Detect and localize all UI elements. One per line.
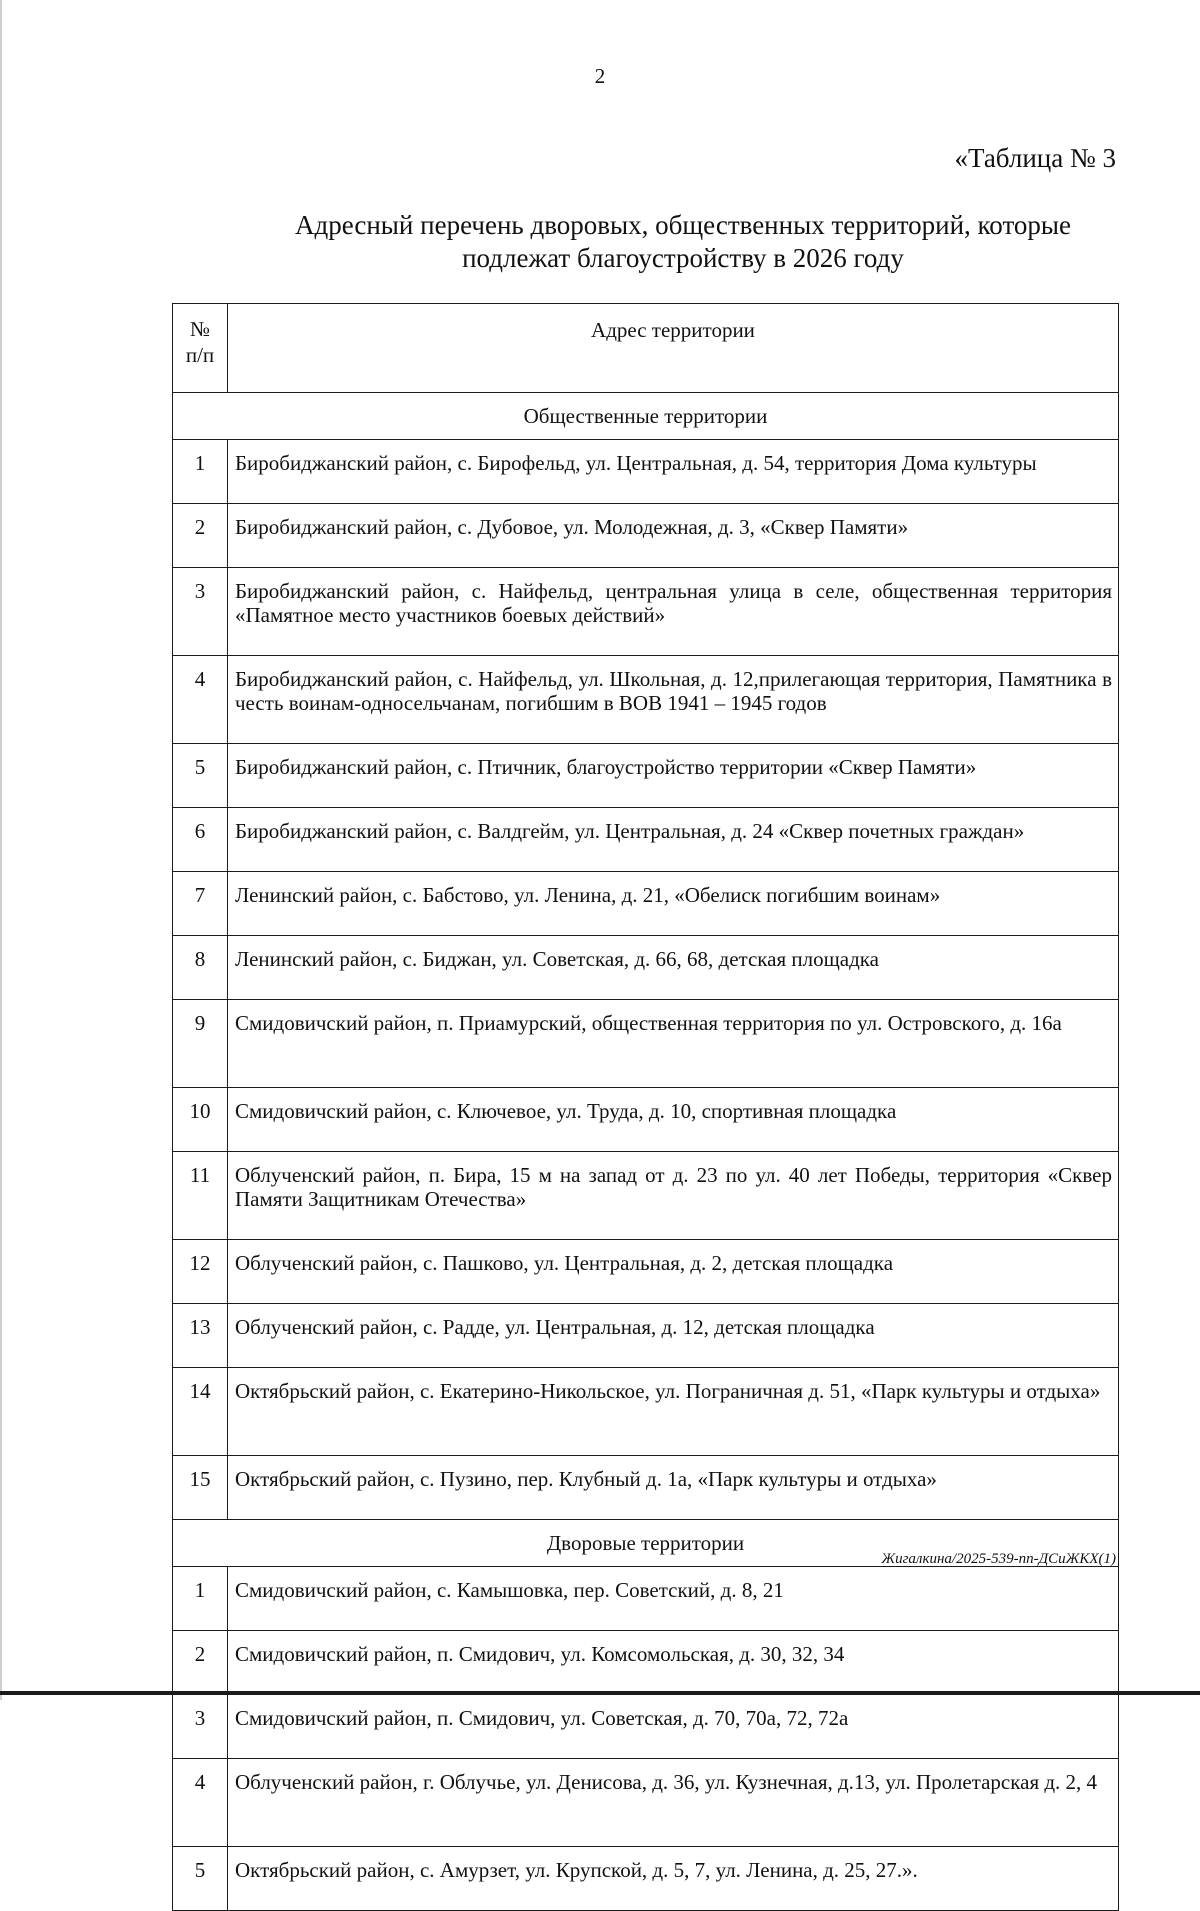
row-address: Октябрьский район, с. Екатерино-Никольское, ул. Пограничная д. 51, «Парк культуры и отдыха» [228, 1368, 1119, 1456]
row-number: 9 [173, 1000, 228, 1088]
row-address: Биробиджанский район, с. Дубовое, ул. Молодежная, д. 3, «Сквер Памяти» [228, 504, 1119, 568]
row-number: 4 [173, 1759, 228, 1847]
row-address: Биробиджанский район, с. Птичник, благоустройство территории «Сквер Памяти» [228, 744, 1119, 808]
row-address: Смидовичский район, с. Ключевое, ул. Труда, д. 10, спортивная площадка [228, 1088, 1119, 1152]
table-row [173, 1304, 1119, 1368]
row-number: 15 [173, 1456, 228, 1520]
row-number: 10 [173, 1088, 228, 1152]
table-row [173, 936, 1119, 1000]
row-address: Смидовичский район, п. Смидович, ул. Комсомольская, д. 30, 32, 34 [228, 1631, 1119, 1695]
table-row [173, 808, 1119, 872]
table-row [173, 1368, 1119, 1456]
row-address: Облученский район, г. Облучье, ул. Денисова, д. 36, ул. Кузнечная, д.13, ул. Пролетарская д. 2, 4 [228, 1759, 1119, 1847]
row-number: 3 [173, 1695, 228, 1759]
row-number: 13 [173, 1304, 228, 1368]
row-number: 6 [173, 808, 228, 872]
row-number: 2 [173, 504, 228, 568]
row-address: Облученский район, с. Радде, ул. Центральная, д. 12, детская площадка [228, 1304, 1119, 1368]
row-number: 3 [173, 568, 228, 656]
table-row [173, 1759, 1119, 1847]
document-title [210, 209, 1156, 275]
scan-left-edge [0, 0, 2, 1700]
table-row [173, 1000, 1119, 1088]
row-address: Смидовичский район, с. Камышовка, пер. Советский, д. 8, 21 [228, 1567, 1119, 1631]
row-address: Биробиджанский район, с. Найфельд, ул. Школьная, д. 12,прилегающая территория, Памятника в честь воинам-односельчанам, погибшим в ВОВ 1941 – 1945 годов [228, 656, 1119, 744]
table-row [173, 1631, 1119, 1695]
table-row [173, 872, 1119, 936]
table-row [173, 1152, 1119, 1240]
table-row [173, 568, 1119, 656]
header-number [173, 304, 228, 393]
row-number: 5 [173, 744, 228, 808]
scan-bottom-border [0, 1691, 1200, 1695]
table-caption: «Таблица № 3 [954, 143, 1116, 173]
table-row [173, 1567, 1119, 1631]
page-number: 2 [594, 64, 606, 88]
row-address: Ленинский район, с. Бабстово, ул. Ленина, д. 21, «Обелиск погибшим воинам» [228, 872, 1119, 936]
table-header-row [173, 304, 1119, 393]
row-address: Октябрьский район, с. Амурзет, ул. Крупской, д. 5, 7, ул. Ленина, д. 25, 27.». [228, 1847, 1119, 1911]
header-number-line-2: п/п [185, 343, 215, 367]
row-address: Биробиджанский район, с. Бирофельд, ул. Центральная, д. 54, территория Дома культуры [228, 440, 1119, 504]
document-reference: Жигалкина/2025-539-пп-ДСиЖКХ(1) [881, 1551, 1116, 1567]
header-address: Адрес территории [228, 304, 1119, 393]
row-number: 8 [173, 936, 228, 1000]
row-address: Смидовичский район, п. Смидович, ул. Советская, д. 70, 70а, 72, 72а [228, 1695, 1119, 1759]
section-title-yard: Дворовые территории [173, 1520, 1119, 1567]
row-number: 7 [173, 872, 228, 936]
row-address: Облученский район, с. Пашково, ул. Центральная, д. 2, детская площадка [228, 1240, 1119, 1304]
section-row-public [173, 393, 1119, 440]
section-title-public: Общественные территории [173, 393, 1119, 440]
row-address: Биробиджанский район, с. Валдгейм, ул. Центральная, д. 24 «Сквер почетных граждан» [228, 808, 1119, 872]
table-row [173, 1240, 1119, 1304]
row-number: 1 [173, 440, 228, 504]
row-address: Биробиджанский район, с. Найфельд, центральная улица в селе, общественная территория «Памятное место участников боевых действий» [228, 568, 1119, 656]
table-row [173, 440, 1119, 504]
table-row [173, 1456, 1119, 1520]
row-number: 14 [173, 1368, 228, 1456]
row-address: Облученский район, п. Бира, 15 м на запад от д. 23 по ул. 40 лет Победы, территория «Сквер Памяти Защитникам Отечества» [228, 1152, 1119, 1240]
row-number: 1 [173, 1567, 228, 1631]
header-number-line-1: № [189, 317, 211, 341]
table-row [173, 1695, 1119, 1759]
table-row [173, 1088, 1119, 1152]
table-row [173, 744, 1119, 808]
row-number: 4 [173, 656, 228, 744]
table-row [173, 656, 1119, 744]
document-title-line-2: подлежат благоустройству в 2026 году [462, 243, 904, 273]
document-title-line-1: Адресный перечень дворовых, общественных территорий, которые [294, 210, 1072, 240]
row-address: Смидовичский район, п. Приамурский, общественная территория по ул. Островского, д. 16а [228, 1000, 1119, 1088]
table-row [173, 1847, 1119, 1911]
row-number: 11 [173, 1152, 228, 1240]
row-number: 2 [173, 1631, 228, 1695]
row-number: 12 [173, 1240, 228, 1304]
row-number: 5 [173, 1847, 228, 1911]
table-row [173, 504, 1119, 568]
row-address: Ленинский район, с. Биджан, ул. Советская, д. 66, 68, детская площадка [228, 936, 1119, 1000]
row-address: Октябрьский район, с. Пузино, пер. Клубный д. 1а, «Парк культуры и отдыха» [228, 1456, 1119, 1520]
address-table [172, 303, 1119, 1911]
